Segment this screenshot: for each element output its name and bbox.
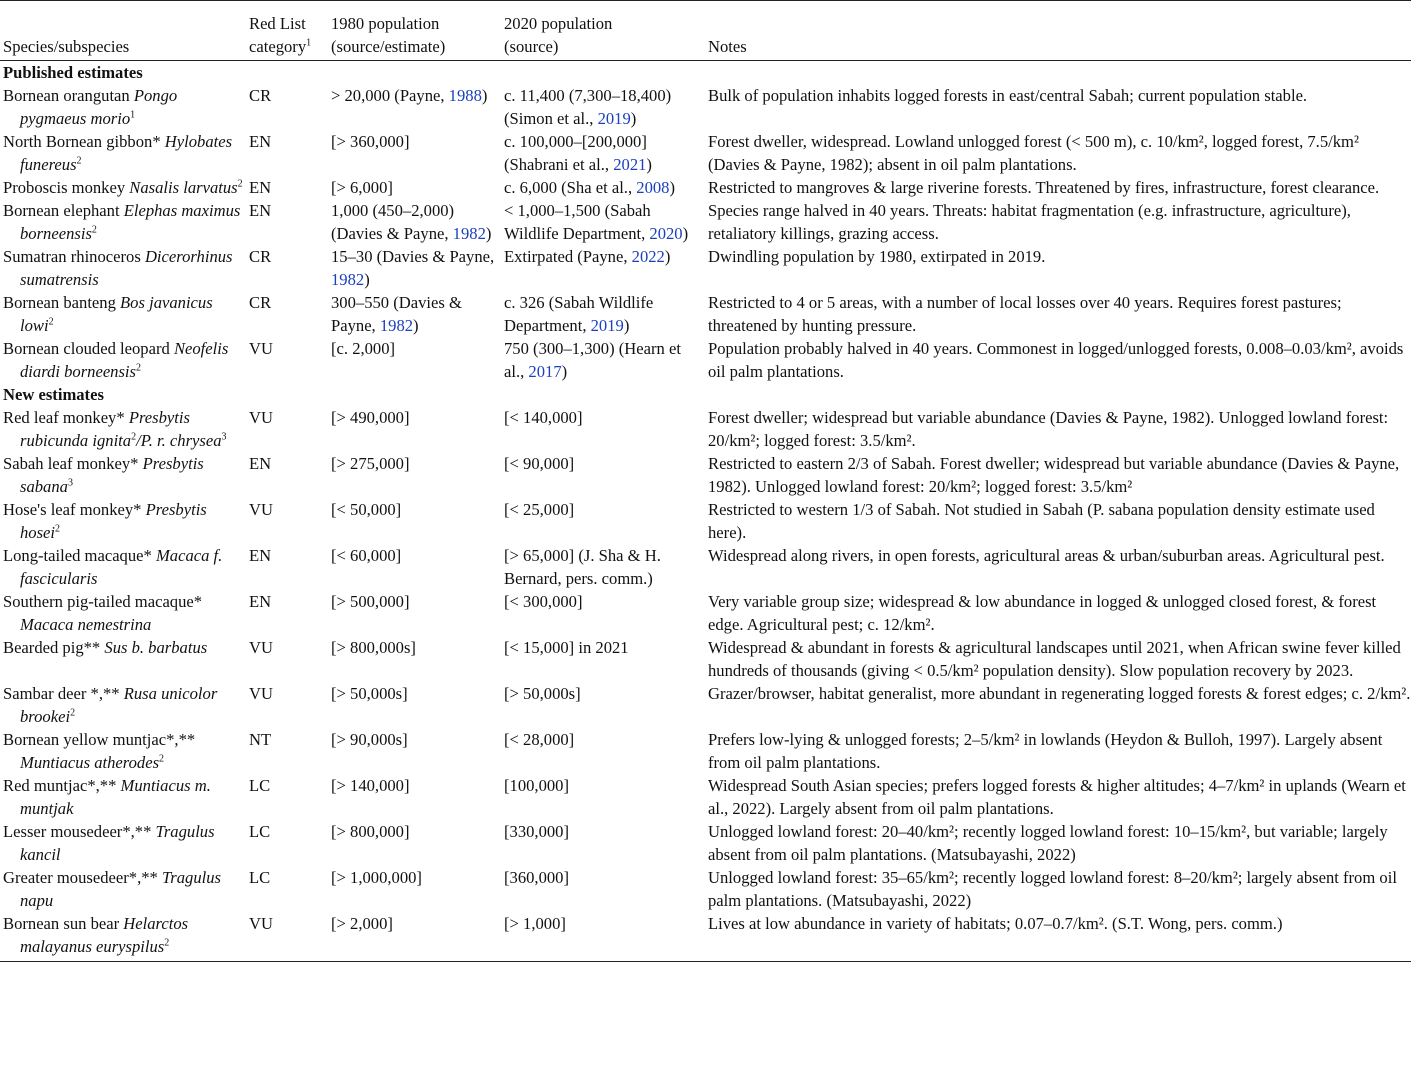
- notes-cell: Dwindling population by 1980, extirpated in 2019.: [708, 247, 1046, 266]
- p1980-text: 15–30 (Davies & Payne,: [331, 247, 495, 266]
- pop2020-cell: [501, 176, 705, 199]
- scientific-name: Bos javanicus lowi: [20, 293, 213, 335]
- pop2020-cell: [501, 291, 705, 337]
- common-name: Red leaf monkey*: [3, 408, 129, 427]
- p2020-text: c. 11,400 (7,300–18,400) (Simon et al.,: [504, 86, 672, 128]
- p2020-text: [> 50,000s]: [504, 684, 581, 703]
- pop1980-cell: [328, 84, 501, 130]
- pop2020-cell: [501, 820, 705, 866]
- p2020-text: [< 300,000]: [504, 592, 583, 611]
- table-row: [0, 728, 1411, 774]
- species-cell: [0, 728, 246, 774]
- notes-cell: Bulk of population inhabits logged forests in east/central Sabah; current population stable.: [708, 86, 1308, 105]
- p2020-text: [< 15,000] in 2021: [504, 638, 629, 657]
- notes-cell: Population probably halved in 40 years. Commonest in logged/unlogged forests, 0.008–0.03/km², avoids oil palm plantations.: [708, 339, 1404, 381]
- p1980-text: [< 50,000]: [331, 500, 402, 519]
- p1980-text: [> 500,000]: [331, 592, 410, 611]
- footnote-marker: 3: [221, 431, 227, 443]
- pop2020-cell: [501, 452, 705, 498]
- species-cell: [0, 291, 246, 337]
- redlist-cell: EN: [249, 201, 272, 220]
- pop2020-cell: [501, 774, 705, 820]
- common-name: Greater mousedeer*,**: [3, 868, 162, 887]
- p2020-text: [< 90,000]: [504, 454, 575, 473]
- reference-link[interactable]: 2019: [590, 316, 624, 335]
- footnote-marker: 2: [55, 523, 61, 535]
- redlist-cell: VU: [249, 500, 273, 519]
- species-cell: [0, 406, 246, 452]
- redlist-cell: LC: [249, 868, 271, 887]
- pop1980-cell: [328, 820, 501, 866]
- common-name: Bornean banteng: [3, 293, 121, 312]
- notes-cell: Widespread & abundant in forests & agricultural landscapes until 2021, when African swine fever killed hundreds of thousands (giving < 0.5/km² population density). Slow population recovery by 2023.: [708, 638, 1401, 680]
- p2020-text: c. 326 (Sabah Wildlife Department,: [504, 293, 654, 335]
- header-species: Species/subspecies: [0, 1, 246, 61]
- species-cell: [0, 84, 246, 130]
- pop2020-cell: [501, 337, 705, 383]
- p2020-tail: ): [630, 109, 637, 128]
- reference-link[interactable]: 2008: [636, 178, 670, 197]
- section-title: New estimates: [3, 385, 104, 404]
- common-name: North Bornean gibbon*: [3, 132, 165, 151]
- notes-cell: Restricted to 4 or 5 areas, with a number of local losses over 40 years. Requires forest pastures; threatened by hunting pressure.: [708, 293, 1342, 335]
- pop2020-cell: [501, 245, 705, 291]
- footnote-marker: 1: [130, 109, 136, 121]
- section-row: [0, 383, 1411, 406]
- common-name: Bornean yellow muntjac*,**: [3, 730, 196, 749]
- species-cell: [0, 820, 246, 866]
- p1980-text: [< 60,000]: [331, 546, 402, 565]
- p1980-text: [c. 2,000]: [331, 339, 396, 358]
- table-row: [0, 176, 1411, 199]
- scientific-name: Muntiacus atherodes: [20, 753, 160, 772]
- footnote-marker: 2: [159, 753, 165, 765]
- notes-cell: Very variable group size; widespread & low abundance in logged & unlogged closed forest, & forest edge. Agricultural pest; c. 12/km².: [708, 592, 1377, 634]
- p2020-text: 750 (300–1,300) (Hearn et al.,: [504, 339, 681, 381]
- table-row: [0, 406, 1411, 452]
- species-cell: [0, 544, 246, 590]
- p2020-text: c. 6,000 (Sha et al.,: [504, 178, 637, 197]
- pop1980-cell: [328, 245, 501, 291]
- table-header: [0, 1, 1411, 61]
- species-cell: [0, 130, 246, 176]
- scientific-name: Presbytis hosei: [20, 500, 207, 542]
- notes-cell: Lives at low abundance in variety of habitats; 0.07–0.7/km². (S.T. Wong, pers. comm.): [708, 914, 1283, 933]
- pop2020-cell: [501, 84, 705, 130]
- common-name: Red muntjac*,**: [3, 776, 121, 795]
- common-name: Bornean elephant: [3, 201, 124, 220]
- table-row: [0, 245, 1411, 291]
- reference-link[interactable]: 1982: [452, 224, 486, 243]
- reference-link[interactable]: 2020: [649, 224, 683, 243]
- species-cell: [0, 176, 246, 199]
- notes-cell: Widespread South Asian species; prefers logged forests & higher altitudes; 4–7/km² in uplands (Wearn et al., 2022). Largely absent from oil palm plantations.: [708, 776, 1406, 818]
- pop1980-cell: [328, 636, 501, 682]
- notes-cell: Forest dweller, widespread. Lowland unlogged forest (< 500 m), c. 10/km², logged forest, 7.5/km² (Davies & Payne, 1982); absent in oil palm plantations.: [708, 132, 1359, 174]
- species-cell: [0, 452, 246, 498]
- p1980-text: [> 90,000s]: [331, 730, 408, 749]
- pop2020-cell: [501, 590, 705, 636]
- table-row: [0, 866, 1411, 912]
- table-row: [0, 912, 1411, 958]
- p2020-tail: ): [682, 224, 689, 243]
- species-cell: [0, 774, 246, 820]
- table-row: [0, 199, 1411, 245]
- redlist-cell: VU: [249, 684, 273, 703]
- p1980-tail: ): [364, 270, 370, 289]
- common-name: Bearded pig**: [3, 638, 105, 657]
- species-cell: [0, 682, 246, 728]
- p2020-tail: ): [664, 247, 671, 266]
- p2020-text: [> 65,000] (J. Sha & H. Bernard, pers. comm.): [504, 546, 661, 588]
- reference-link[interactable]: 1988: [448, 86, 482, 105]
- notes-cell: Restricted to western 1/3 of Sabah. Not studied in Sabah (P. sabana population density estimate used here).: [708, 500, 1375, 542]
- scientific-name: Tragulus kancil: [20, 822, 215, 864]
- species-cell: [0, 590, 246, 636]
- pop1980-cell: [328, 682, 501, 728]
- species-cell: [0, 498, 246, 544]
- pop2020-cell: [501, 199, 705, 245]
- common-name: Bornean sun bear: [3, 914, 124, 933]
- p2020-text: c. 100,000–[200,000] (Shabrani et al.,: [504, 132, 647, 174]
- p1980-text: [> 490,000]: [331, 408, 410, 427]
- pop1980-cell: [328, 866, 501, 912]
- p2020-tail: ): [561, 362, 568, 381]
- p2020-tail: ): [646, 155, 652, 174]
- notes-cell: Forest dweller; widespread but variable abundance (Davies & Payne, 1982). Unlogged lowland forest: 20/km²; logged forest: 3.5/km².: [708, 408, 1389, 450]
- redlist-cell: CR: [249, 86, 272, 105]
- redlist-cell: VU: [249, 408, 273, 427]
- p1980-text: 300–550 (Davies & Payne,: [331, 293, 462, 335]
- p1980-text: 1,000 (450–2,000) (Davies & Payne,: [331, 201, 455, 243]
- scientific-name: Macaca f. fascicularis: [20, 546, 223, 588]
- reference-link[interactable]: 1982: [331, 270, 365, 289]
- species-cell: [0, 245, 246, 291]
- header-notes: Notes: [705, 1, 1411, 61]
- table-row: [0, 820, 1411, 866]
- reference-link[interactable]: 2019: [597, 109, 631, 128]
- table-row: [0, 130, 1411, 176]
- table-row: [0, 337, 1411, 383]
- p2020-text: [< 25,000]: [504, 500, 575, 519]
- notes-cell: Widespread along rivers, in open forests, agricultural areas & urban/suburban areas. Agricultural pest.: [708, 546, 1385, 565]
- pop1980-cell: [328, 774, 501, 820]
- header-2020: 2020 population (source): [501, 1, 705, 61]
- table-row: [0, 84, 1411, 130]
- p1980-tail: ): [485, 224, 492, 243]
- footnote-marker: 3: [67, 477, 73, 489]
- table-row: [0, 498, 1411, 544]
- section-row: [0, 61, 1411, 85]
- pop2020-cell: [501, 406, 705, 452]
- redlist-cell: EN: [249, 132, 272, 151]
- redlist-cell: LC: [249, 776, 271, 795]
- p1980-tail: ): [481, 86, 488, 105]
- scientific-name: Rusa unicolor brookei: [20, 684, 218, 726]
- footnote-marker: 2: [136, 362, 142, 374]
- table-row: [0, 544, 1411, 590]
- common-name: Sumatran rhinoceros: [3, 247, 145, 266]
- redlist-cell: EN: [249, 454, 272, 473]
- notes-cell: Unlogged lowland forest: 20–40/km²; recently logged lowland forest: 10–15/km², but variable; largely absent from oil palm plantations. (Matsubayashi, 2022): [708, 822, 1388, 864]
- common-name: Lesser mousedeer*,**: [3, 822, 156, 841]
- pop1980-cell: [328, 199, 501, 245]
- reference-link[interactable]: 2017: [528, 362, 562, 381]
- common-name: Sabah leaf monkey*: [3, 454, 143, 473]
- p2020-tail: ): [623, 316, 630, 335]
- table-body: [0, 61, 1411, 959]
- scientific-name: Hylobates funereus: [20, 132, 233, 174]
- p1980-text: [> 360,000]: [331, 132, 410, 151]
- redlist-cell: CR: [249, 293, 272, 312]
- pop1980-cell: [328, 728, 501, 774]
- p2020-text: [330,000]: [504, 822, 569, 841]
- header-1980: 1980 population (source/estimate): [328, 1, 501, 61]
- notes-cell: Restricted to eastern 2/3 of Sabah. Forest dweller; widespread but variable abundance (Davies & Payne, 1982). Unlogged lowland forest: 20/km²; logged forest: 3.5/km²: [708, 454, 1400, 496]
- scientific-name: Elephas maximus borneensis: [20, 201, 241, 243]
- redlist-cell: CR: [249, 247, 272, 266]
- table-row: [0, 636, 1411, 682]
- common-name: Sambar deer *,**: [3, 684, 124, 703]
- p1980-tail: ): [413, 316, 419, 335]
- p1980-text: [> 800,000]: [331, 822, 410, 841]
- p2020-tail: ): [669, 178, 675, 197]
- notes-cell: Unlogged lowland forest: 35–65/km²; recently logged lowland forest: 8–20/km²; largely absent from oil palm plantations. (Matsubayashi, 2022): [708, 868, 1397, 910]
- pop2020-cell: [501, 728, 705, 774]
- species-cell: [0, 912, 246, 958]
- footnote-marker: 2: [76, 155, 82, 167]
- p1980-text: [> 6,000]: [331, 178, 393, 197]
- pop1980-cell: [328, 544, 501, 590]
- pop1980-cell: [328, 130, 501, 176]
- scientific-name: Dicerorhinus sumatrensis: [20, 247, 233, 289]
- redlist-cell: EN: [249, 178, 272, 197]
- scientific-name: Sus b. barbatus: [104, 638, 208, 657]
- pop1980-cell: [328, 291, 501, 337]
- footnote-marker: 2: [70, 707, 76, 719]
- p1980-text: [> 800,000s]: [331, 638, 416, 657]
- scientific-name: Helarctos malayanus euryspilus: [20, 914, 189, 956]
- reference-link[interactable]: 2022: [631, 247, 665, 266]
- p2020-text: [360,000]: [504, 868, 569, 887]
- section-title: Published estimates: [3, 63, 143, 82]
- common-name: Hose's leaf monkey*: [3, 500, 146, 519]
- footnote-marker: 2: [164, 937, 170, 949]
- scientific-name-alt: /P. r. chrysea: [136, 431, 222, 450]
- footnote-marker: 2: [91, 224, 97, 236]
- scientific-name: Pongo pygmaeus morio: [20, 86, 178, 128]
- pop1980-cell: [328, 912, 501, 958]
- redlist-cell: LC: [249, 822, 271, 841]
- p1980-text: > 20,000 (Payne,: [331, 86, 449, 105]
- table-row: [0, 774, 1411, 820]
- common-name: Bornean orangutan: [3, 86, 134, 105]
- footnote-marker: 2: [131, 431, 137, 443]
- notes-cell: Grazer/browser, habitat generalist, more abundant in regenerating logged forests & forest edges; c. 2/km².: [708, 684, 1411, 703]
- pop1980-cell: [328, 176, 501, 199]
- p2020-text: [100,000]: [504, 776, 569, 795]
- species-cell: [0, 636, 246, 682]
- species-cell: [0, 199, 246, 245]
- scientific-name: Muntiacus m. muntjak: [20, 776, 211, 818]
- pop2020-cell: [501, 866, 705, 912]
- common-name: Proboscis monkey: [3, 178, 130, 197]
- pop1980-cell: [328, 590, 501, 636]
- p2020-text: [< 28,000]: [504, 730, 575, 749]
- common-name: Long-tailed macaque*: [3, 546, 156, 565]
- footnote-marker: 2: [237, 178, 243, 190]
- table-row: [0, 590, 1411, 636]
- species-cell: [0, 337, 246, 383]
- redlist-cell: NT: [249, 730, 272, 749]
- scientific-name: Tragulus napu: [20, 868, 221, 910]
- pop2020-cell: [501, 498, 705, 544]
- pop2020-cell: [501, 636, 705, 682]
- reference-link[interactable]: 1982: [379, 316, 414, 335]
- p2020-text: [< 140,000]: [504, 408, 583, 427]
- redlist-cell: VU: [249, 638, 273, 657]
- table-row: [0, 291, 1411, 337]
- scientific-name: Presbytis sabana: [20, 454, 204, 496]
- redlist-cell: EN: [249, 592, 272, 611]
- pop2020-cell: [501, 130, 705, 176]
- pop1980-cell: [328, 452, 501, 498]
- p1980-text: [> 2,000]: [331, 914, 393, 933]
- p2020-text: Extirpated (Payne,: [504, 247, 632, 266]
- p1980-text: [> 275,000]: [331, 454, 410, 473]
- table-row: [0, 452, 1411, 498]
- notes-cell: Prefers low-lying & unlogged forests; 2–5/km² in lowlands (Heydon & Bulloh, 1997). Largely absent from oil palm plantations.: [708, 730, 1383, 772]
- table-bottom-rule: [0, 958, 1411, 962]
- header-redlist: Red List category$^1$: [246, 1, 328, 61]
- pop2020-cell: [501, 682, 705, 728]
- footnote-marker: 2: [48, 316, 54, 328]
- scientific-name: Neofelis diardi borneensis: [20, 339, 229, 381]
- common-name: Bornean clouded leopard: [3, 339, 174, 358]
- common-name: Southern pig-tailed macaque*: [3, 592, 203, 611]
- redlist-cell: VU: [249, 914, 273, 933]
- pop2020-cell: [501, 544, 705, 590]
- notes-cell: Restricted to mangroves & large riverine forests. Threatened by fires, infrastructure, forest clearance.: [708, 178, 1380, 197]
- pop2020-cell: [501, 912, 705, 958]
- scientific-name: Presbytis rubicunda ignita: [20, 408, 190, 450]
- scientific-name: Nasalis larvatus: [129, 178, 238, 197]
- p2020-text: [> 1,000]: [504, 914, 566, 933]
- pop1980-cell: [328, 337, 501, 383]
- redlist-cell: VU: [249, 339, 273, 358]
- p1980-text: [> 50,000s]: [331, 684, 408, 703]
- reference-link[interactable]: 2021: [613, 155, 647, 174]
- notes-cell: Species range halved in 40 years. Threats: habitat fragmentation (e.g. infrastructure, agriculture), retaliatory killings, grazing access.: [708, 201, 1351, 243]
- p1980-text: [> 1,000,000]: [331, 868, 422, 887]
- p2020-text: < 1,000–1,500 (Sabah Wildlife Department,: [504, 201, 651, 243]
- pop1980-cell: [328, 406, 501, 452]
- species-cell: [0, 866, 246, 912]
- pop1980-cell: [328, 498, 501, 544]
- p1980-text: [> 140,000]: [331, 776, 410, 795]
- scientific-name: Macaca nemestrina: [20, 615, 152, 634]
- table-row: [0, 682, 1411, 728]
- redlist-cell: EN: [249, 546, 272, 565]
